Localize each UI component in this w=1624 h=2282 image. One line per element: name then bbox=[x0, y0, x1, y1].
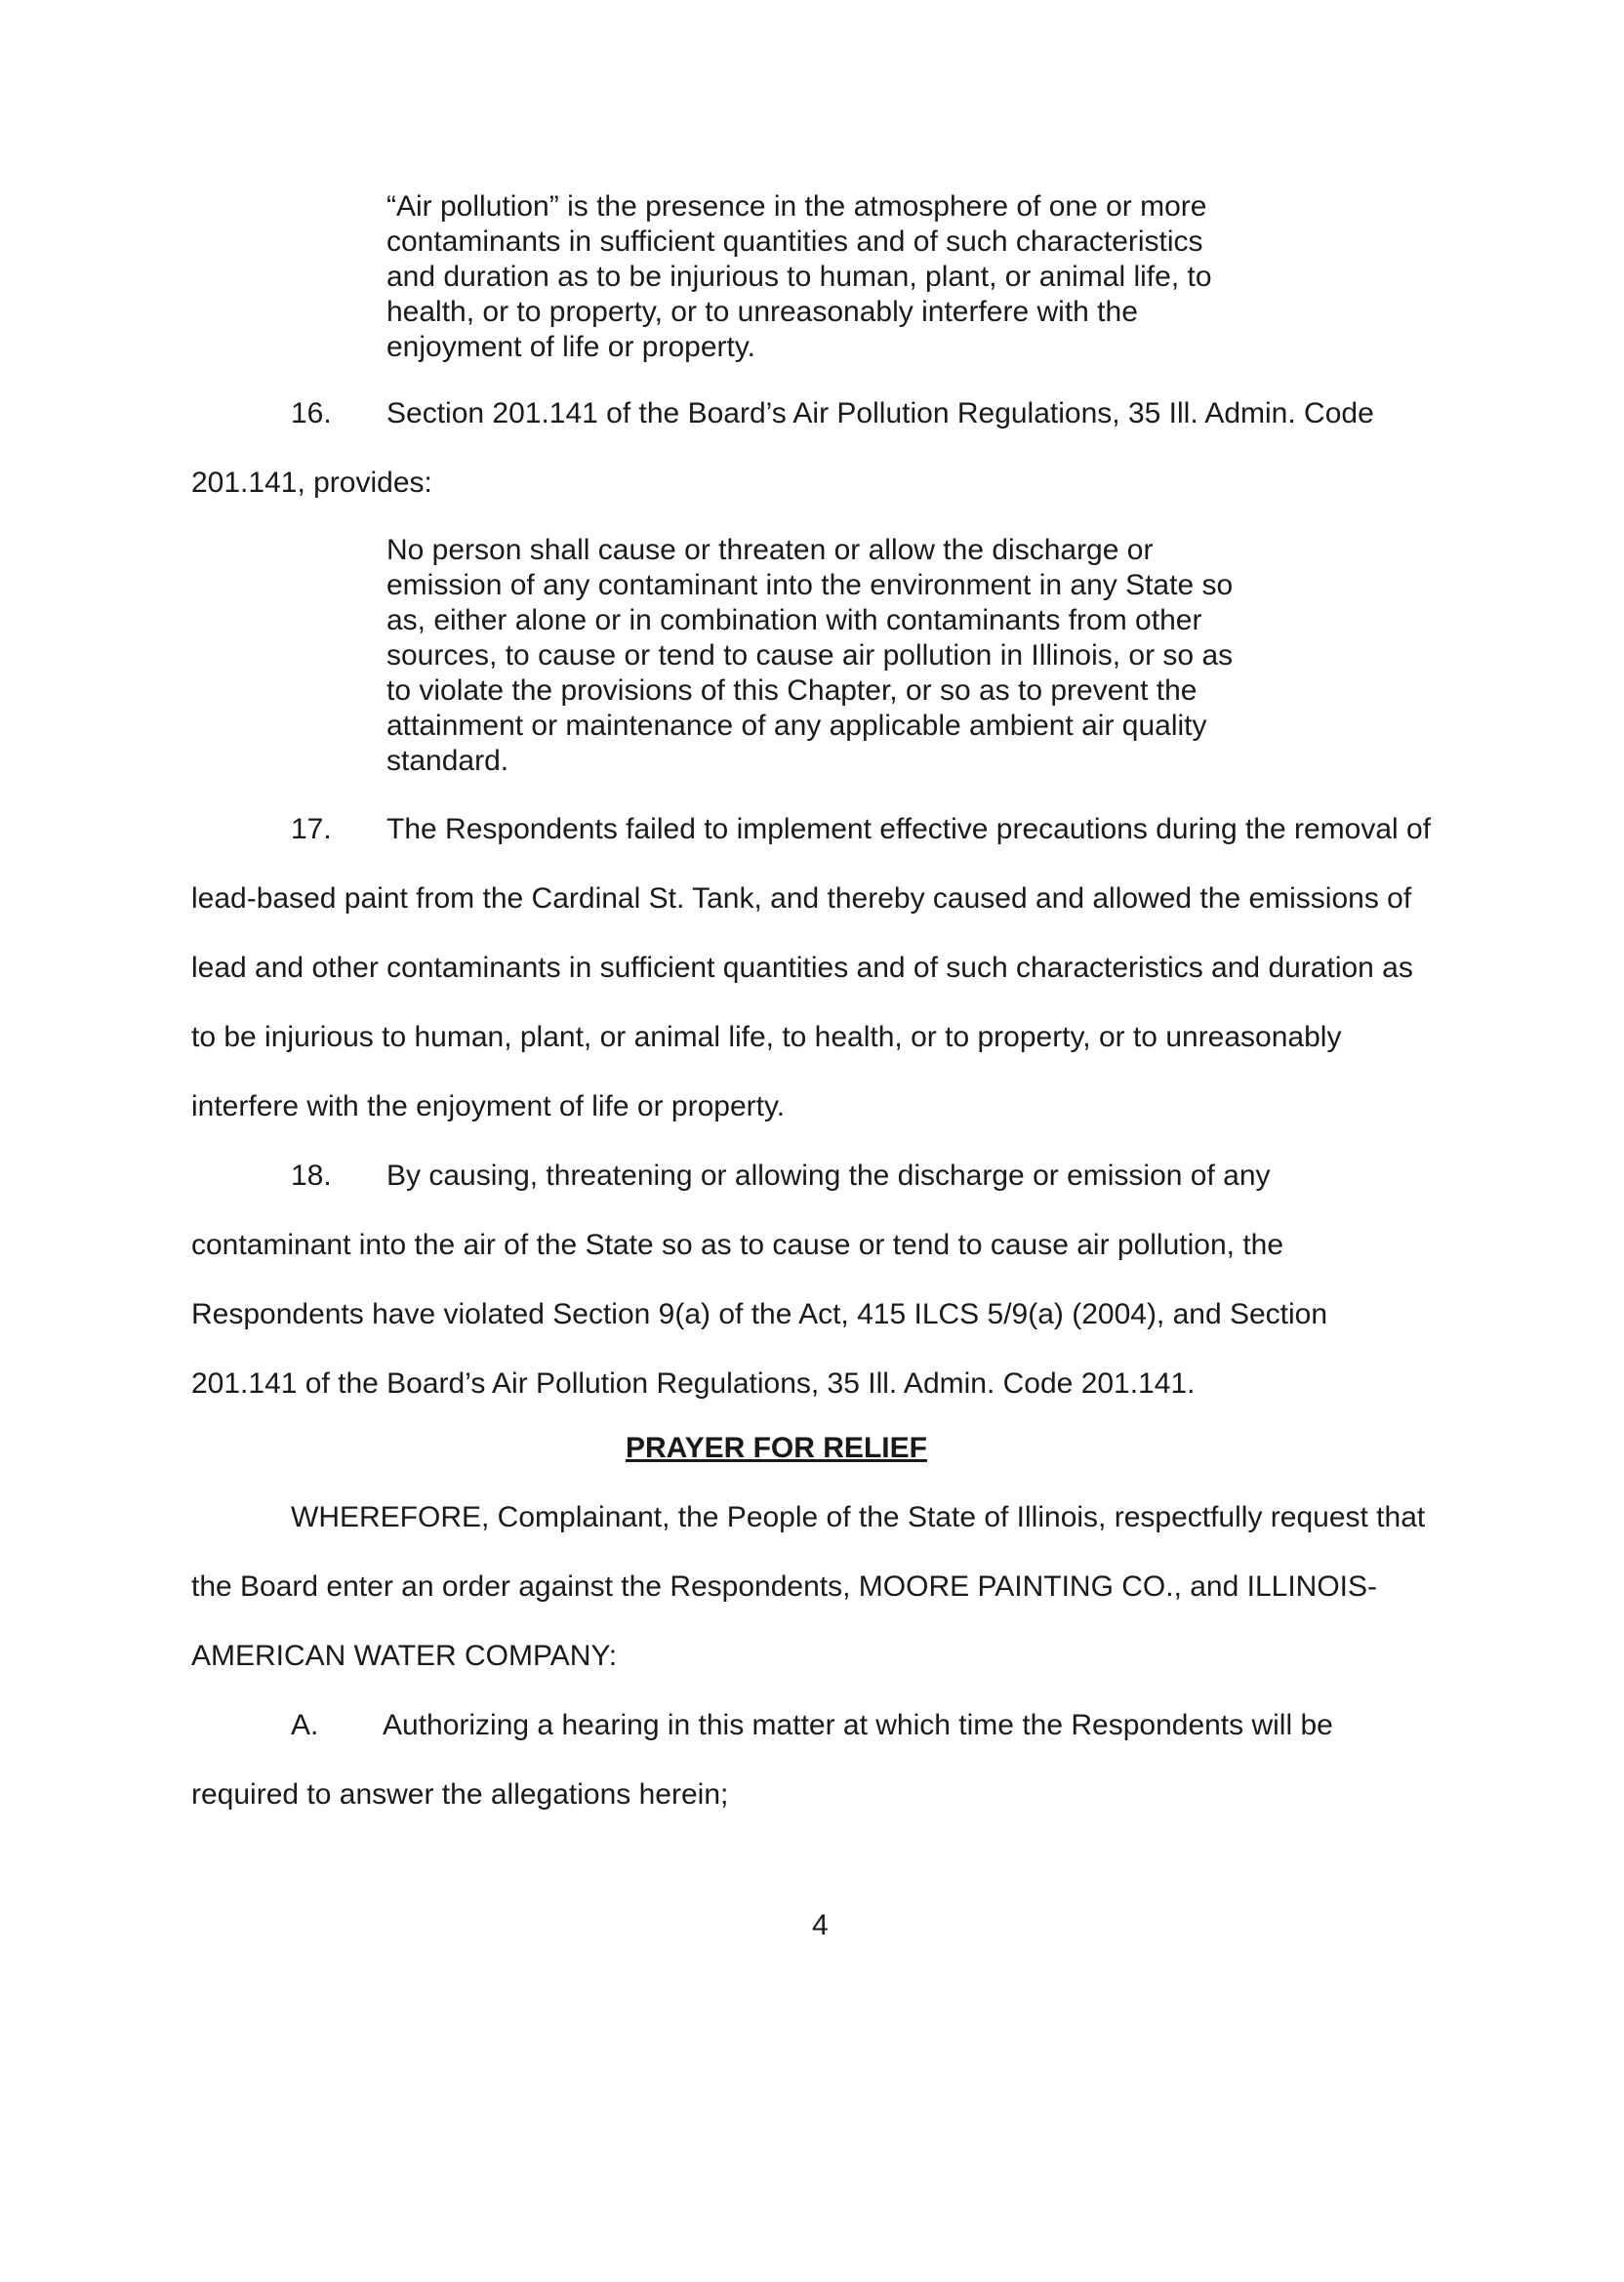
paragraph-text: The Respondents failed to implement effective precautions during the removal of bbox=[386, 813, 1432, 845]
quote-line: to violate the provisions of this Chapter, or so as to prevent the bbox=[386, 674, 1198, 707]
page-number: 4 bbox=[812, 1909, 829, 1941]
paragraph-text: By causing, threatening or allowing the discharge or emission of any bbox=[386, 1160, 1271, 1192]
paragraph-number: 18. bbox=[291, 1160, 332, 1192]
quote-line: attainment or maintenance of any applicable ambient air quality bbox=[386, 710, 1207, 742]
paragraph-text: WHEREFORE, Complainant, the People of the State of Illinois, respectfully request that bbox=[291, 1501, 1426, 1533]
quote-line: standard. bbox=[386, 745, 509, 777]
section-heading: PRAYER FOR RELIEF bbox=[626, 1432, 927, 1464]
paragraph-text: lead-based paint from the Cardinal St. Tank, and thereby caused and allowed the emissions of bbox=[191, 882, 1412, 915]
paragraph-text: contaminant into the air of the State so as to cause or tend to cause air pollution, the bbox=[191, 1229, 1284, 1261]
quote-line: enjoyment of life or property. bbox=[386, 331, 755, 363]
paragraph-text: 201.141, provides: bbox=[191, 467, 432, 499]
paragraph-text: Respondents have violated Section 9(a) of the Act, 415 ILCS 5/9(a) (2004), and Section bbox=[191, 1298, 1328, 1330]
quote-line: contaminants in sufficient quantities and of such characteristics bbox=[386, 225, 1203, 258]
quote-line: “Air pollution” is the presence in the atmosphere of one or more bbox=[386, 190, 1207, 223]
paragraph-number: 16. bbox=[291, 397, 332, 429]
paragraph-text: the Board enter an order against the Respondents, MOORE PAINTING CO., and ILLINOIS- bbox=[191, 1570, 1378, 1603]
paragraph-text: AMERICAN WATER COMPANY: bbox=[191, 1640, 618, 1672]
quote-line: sources, to cause or tend to cause air pollution in Illinois, or so as bbox=[386, 639, 1234, 672]
paragraph-number: 17. bbox=[291, 813, 332, 845]
paragraph-text: interfere with the enjoyment of life or property. bbox=[191, 1090, 786, 1122]
paragraph-text: 201.141 of the Board’s Air Pollution Regulations, 35 Ill. Admin. Code 201.141. bbox=[191, 1367, 1196, 1400]
paragraph-text: lead and other contaminants in sufficient quantities and of such characteristics and duration as bbox=[191, 952, 1413, 984]
quote-line: health, or to property, or to unreasonably interfere with the bbox=[386, 296, 1138, 328]
paragraph-text: required to answer the allegations herein; bbox=[191, 1778, 729, 1811]
quote-line: No person shall cause or threaten or allow the discharge or bbox=[386, 534, 1154, 566]
quote-line: emission of any contaminant into the environment in any State so bbox=[386, 569, 1234, 601]
quote-line: as, either alone or in combination with contaminants from other bbox=[386, 604, 1202, 636]
paragraph-text: Section 201.141 of the Board’s Air Pollution Regulations, 35 Ill. Admin. Code bbox=[386, 397, 1374, 429]
quote-line: and duration as to be injurious to human, plant, or animal life, to bbox=[386, 261, 1212, 293]
paragraph-text: Authorizing a hearing in this matter at which time the Respondents will be bbox=[383, 1709, 1333, 1741]
item-letter: A. bbox=[291, 1709, 319, 1741]
paragraph-text: to be injurious to human, plant, or animal life, to health, or to property, or to unreasonably bbox=[191, 1021, 1342, 1053]
